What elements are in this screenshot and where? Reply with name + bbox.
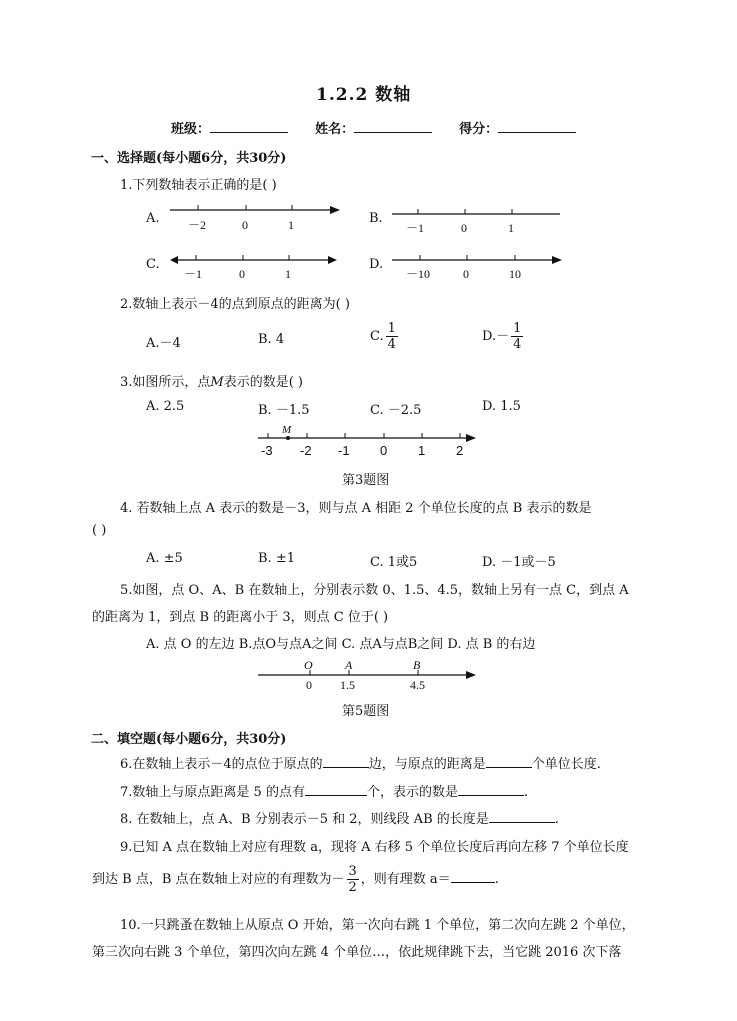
- q5-point-o: O: [304, 658, 313, 672]
- q6-part1: 6.在数轴上表示－4的点位于原点的: [120, 757, 323, 772]
- q3-caption: 第3题图: [342, 473, 390, 488]
- q2-option-b: B. 4: [258, 332, 285, 347]
- q3-stem-pre: 3.如图所示，点: [120, 375, 211, 390]
- q2-c-denominator: 4: [387, 337, 396, 352]
- q1d-tick-3: 10: [509, 267, 521, 281]
- q5-line2: 的距离为 1，到点 B 的距离小于 3，则点 C 位于( ): [92, 610, 389, 625]
- q1b-tick-3: 1: [508, 221, 514, 235]
- q2-option-c: [370, 321, 400, 352]
- q10-line2: 第三次向右跳 3 个单位，第四次向左跳 4 个单位…，依此规律跳下去，当它跳 2016 次下落: [92, 945, 622, 960]
- header-line: [171, 118, 576, 137]
- q1-axis-d: [392, 252, 564, 282]
- q9-line2: [92, 864, 499, 895]
- q1d-tick-2: 0: [463, 267, 469, 281]
- q1a-tick-2: 0: [242, 218, 248, 232]
- q6-part3: 个单位长度.: [531, 757, 601, 772]
- q9-line2-post: ，则有理数 a＝: [360, 872, 451, 887]
- q3-tick-2: -2: [300, 443, 312, 458]
- q5-point-a: A: [345, 658, 353, 672]
- q3-number-line: [258, 422, 483, 464]
- q4-option-a: A. ±5: [146, 551, 183, 566]
- q2-c-fraction: [386, 321, 398, 352]
- q1d-tick-1: －10: [406, 267, 431, 281]
- q2-option-d: [482, 321, 525, 352]
- q8-part2: .: [554, 812, 559, 827]
- q9-blank[interactable]: [451, 870, 495, 883]
- q3-tick-5: 1: [418, 443, 426, 458]
- q2-c-numerator: 1: [387, 321, 396, 336]
- q1c-tick-2: 0: [239, 267, 245, 281]
- q9-numerator: 3: [348, 864, 357, 879]
- q3-stem-post: 表示的数是( ): [223, 375, 303, 390]
- q8-blank[interactable]: [489, 810, 555, 823]
- score-label: 得分：: [459, 122, 499, 137]
- name-blank[interactable]: [354, 120, 432, 133]
- section2-title: 二、填空题(每小题6分，共30分): [91, 732, 287, 747]
- q1c-tick-1: －1: [184, 267, 203, 281]
- q3-tick-4: 0: [380, 443, 388, 458]
- q9-line2-end: .: [494, 872, 499, 887]
- score-blank[interactable]: [498, 120, 576, 133]
- q7-part2: 个，表示的数是: [366, 785, 458, 800]
- q1a-tick-1: －2: [188, 218, 207, 232]
- q3-tick-3: -1: [338, 443, 350, 458]
- q1-option-a-label: A.: [146, 211, 160, 226]
- q1b-tick-2: 0: [461, 221, 467, 235]
- q1-option-c-label: C.: [146, 257, 160, 272]
- q3-tick-6: 2: [456, 443, 464, 458]
- q9-fraction: [347, 864, 359, 895]
- q1-option-b-label: B.: [369, 211, 383, 226]
- q2-option-d-label: D.－: [482, 329, 510, 344]
- q5-number-line: [258, 657, 483, 693]
- q3-option-b: B. －1.5: [258, 403, 310, 418]
- q3-point-m-label: M: [282, 424, 292, 436]
- q5-value-0: 0: [306, 678, 312, 692]
- q2-option-a: A.－4: [146, 336, 181, 351]
- q2-d-numerator: 1: [513, 321, 522, 336]
- q3-stem: [120, 371, 303, 390]
- q9-line2-pre: 到达 B 点，B 点在数轴上对应的有理数为－: [92, 872, 345, 887]
- q1a-tick-3: 1: [288, 218, 294, 232]
- q5-point-b: B: [413, 658, 421, 672]
- q6-blank-2[interactable]: [486, 755, 532, 768]
- q4-option-d: D. －1或－5: [482, 555, 556, 570]
- q4-line2: ( ): [92, 523, 107, 538]
- q7: [120, 781, 528, 800]
- q2-stem: 2.数轴上表示－4的点到原点的距离为( ): [120, 297, 350, 312]
- q2-d-fraction: [511, 321, 523, 352]
- q3-stem-var: M: [210, 375, 224, 390]
- q10-line1: 10.一只跳蚤在数轴上从原点 O 开始，第一次向右跳 1 个单位，第二次向左跳 2 个单位，: [120, 918, 635, 933]
- q6: [120, 753, 601, 772]
- q5-value-1: 1.5: [340, 678, 355, 692]
- q3-option-a: A. 2.5: [146, 399, 185, 414]
- q7-part1: 7.数轴上与原点距离是 5 的点有: [120, 785, 305, 800]
- q1-axis-a: [170, 202, 345, 232]
- q6-blank-1[interactable]: [323, 755, 369, 768]
- q1-axis-c: [170, 252, 340, 282]
- name-label: 姓名：: [315, 122, 355, 137]
- page-title: 1.2.2 数轴: [316, 85, 412, 105]
- q5-caption: 第5题图: [342, 704, 390, 719]
- q8-part1: 8. 在数轴上，点 A、B 分别表示－5 和 2，则线段 AB 的长度是: [120, 812, 489, 827]
- q7-blank-1[interactable]: [305, 783, 367, 796]
- q3-tick-1: -3: [261, 443, 273, 458]
- q4-option-c: C. 1或5: [370, 555, 418, 570]
- q4-line1: 4. 若数轴上点 A 表示的数是－3，则与点 A 相距 2 个单位长度的点 B 表示的数是: [120, 501, 592, 516]
- q3-option-c: C. －2.5: [370, 403, 422, 418]
- class-blank[interactable]: [210, 120, 288, 133]
- q2-option-c-label: C.: [370, 329, 384, 344]
- q7-part3: .: [523, 785, 529, 800]
- q1c-tick-3: 1: [285, 267, 291, 281]
- class-label: 班级：: [171, 122, 211, 137]
- q1-option-d-label: D.: [369, 257, 384, 272]
- q2-d-denominator: 4: [513, 337, 522, 352]
- section1-title: 一、选择题(每小题6分，共30分): [91, 151, 287, 166]
- q5-value-2: 4.5: [410, 678, 425, 692]
- q3-option-d: D. 1.5: [482, 399, 521, 414]
- q1b-tick-1: －1: [406, 221, 425, 235]
- q9-line1: 9.已知 A 点在数轴上对应有理数 a，现将 A 右移 5 个单位长度后再向左移 7 个单位长度: [120, 840, 629, 855]
- q9-denominator: 2: [348, 880, 357, 895]
- q6-part2: 边，与原点的距离是: [368, 757, 486, 772]
- q4-option-b: B. ±1: [258, 551, 295, 566]
- q7-blank-2[interactable]: [458, 783, 524, 796]
- q1-stem: 1.下列数轴表示正确的是( ): [120, 178, 277, 193]
- q5-line1: 5.如图，点 O、A、B 在数轴上，分别表示数 0、1.5、4.5，数轴上另有一点 C，到点 A: [120, 583, 629, 598]
- q8: [120, 808, 559, 827]
- q5-options: A. 点 O 的左边 B.点O与点A之间 C. 点A与点B之间 D. 点 B 的右边: [146, 637, 536, 652]
- q1-axis-b: [392, 206, 564, 234]
